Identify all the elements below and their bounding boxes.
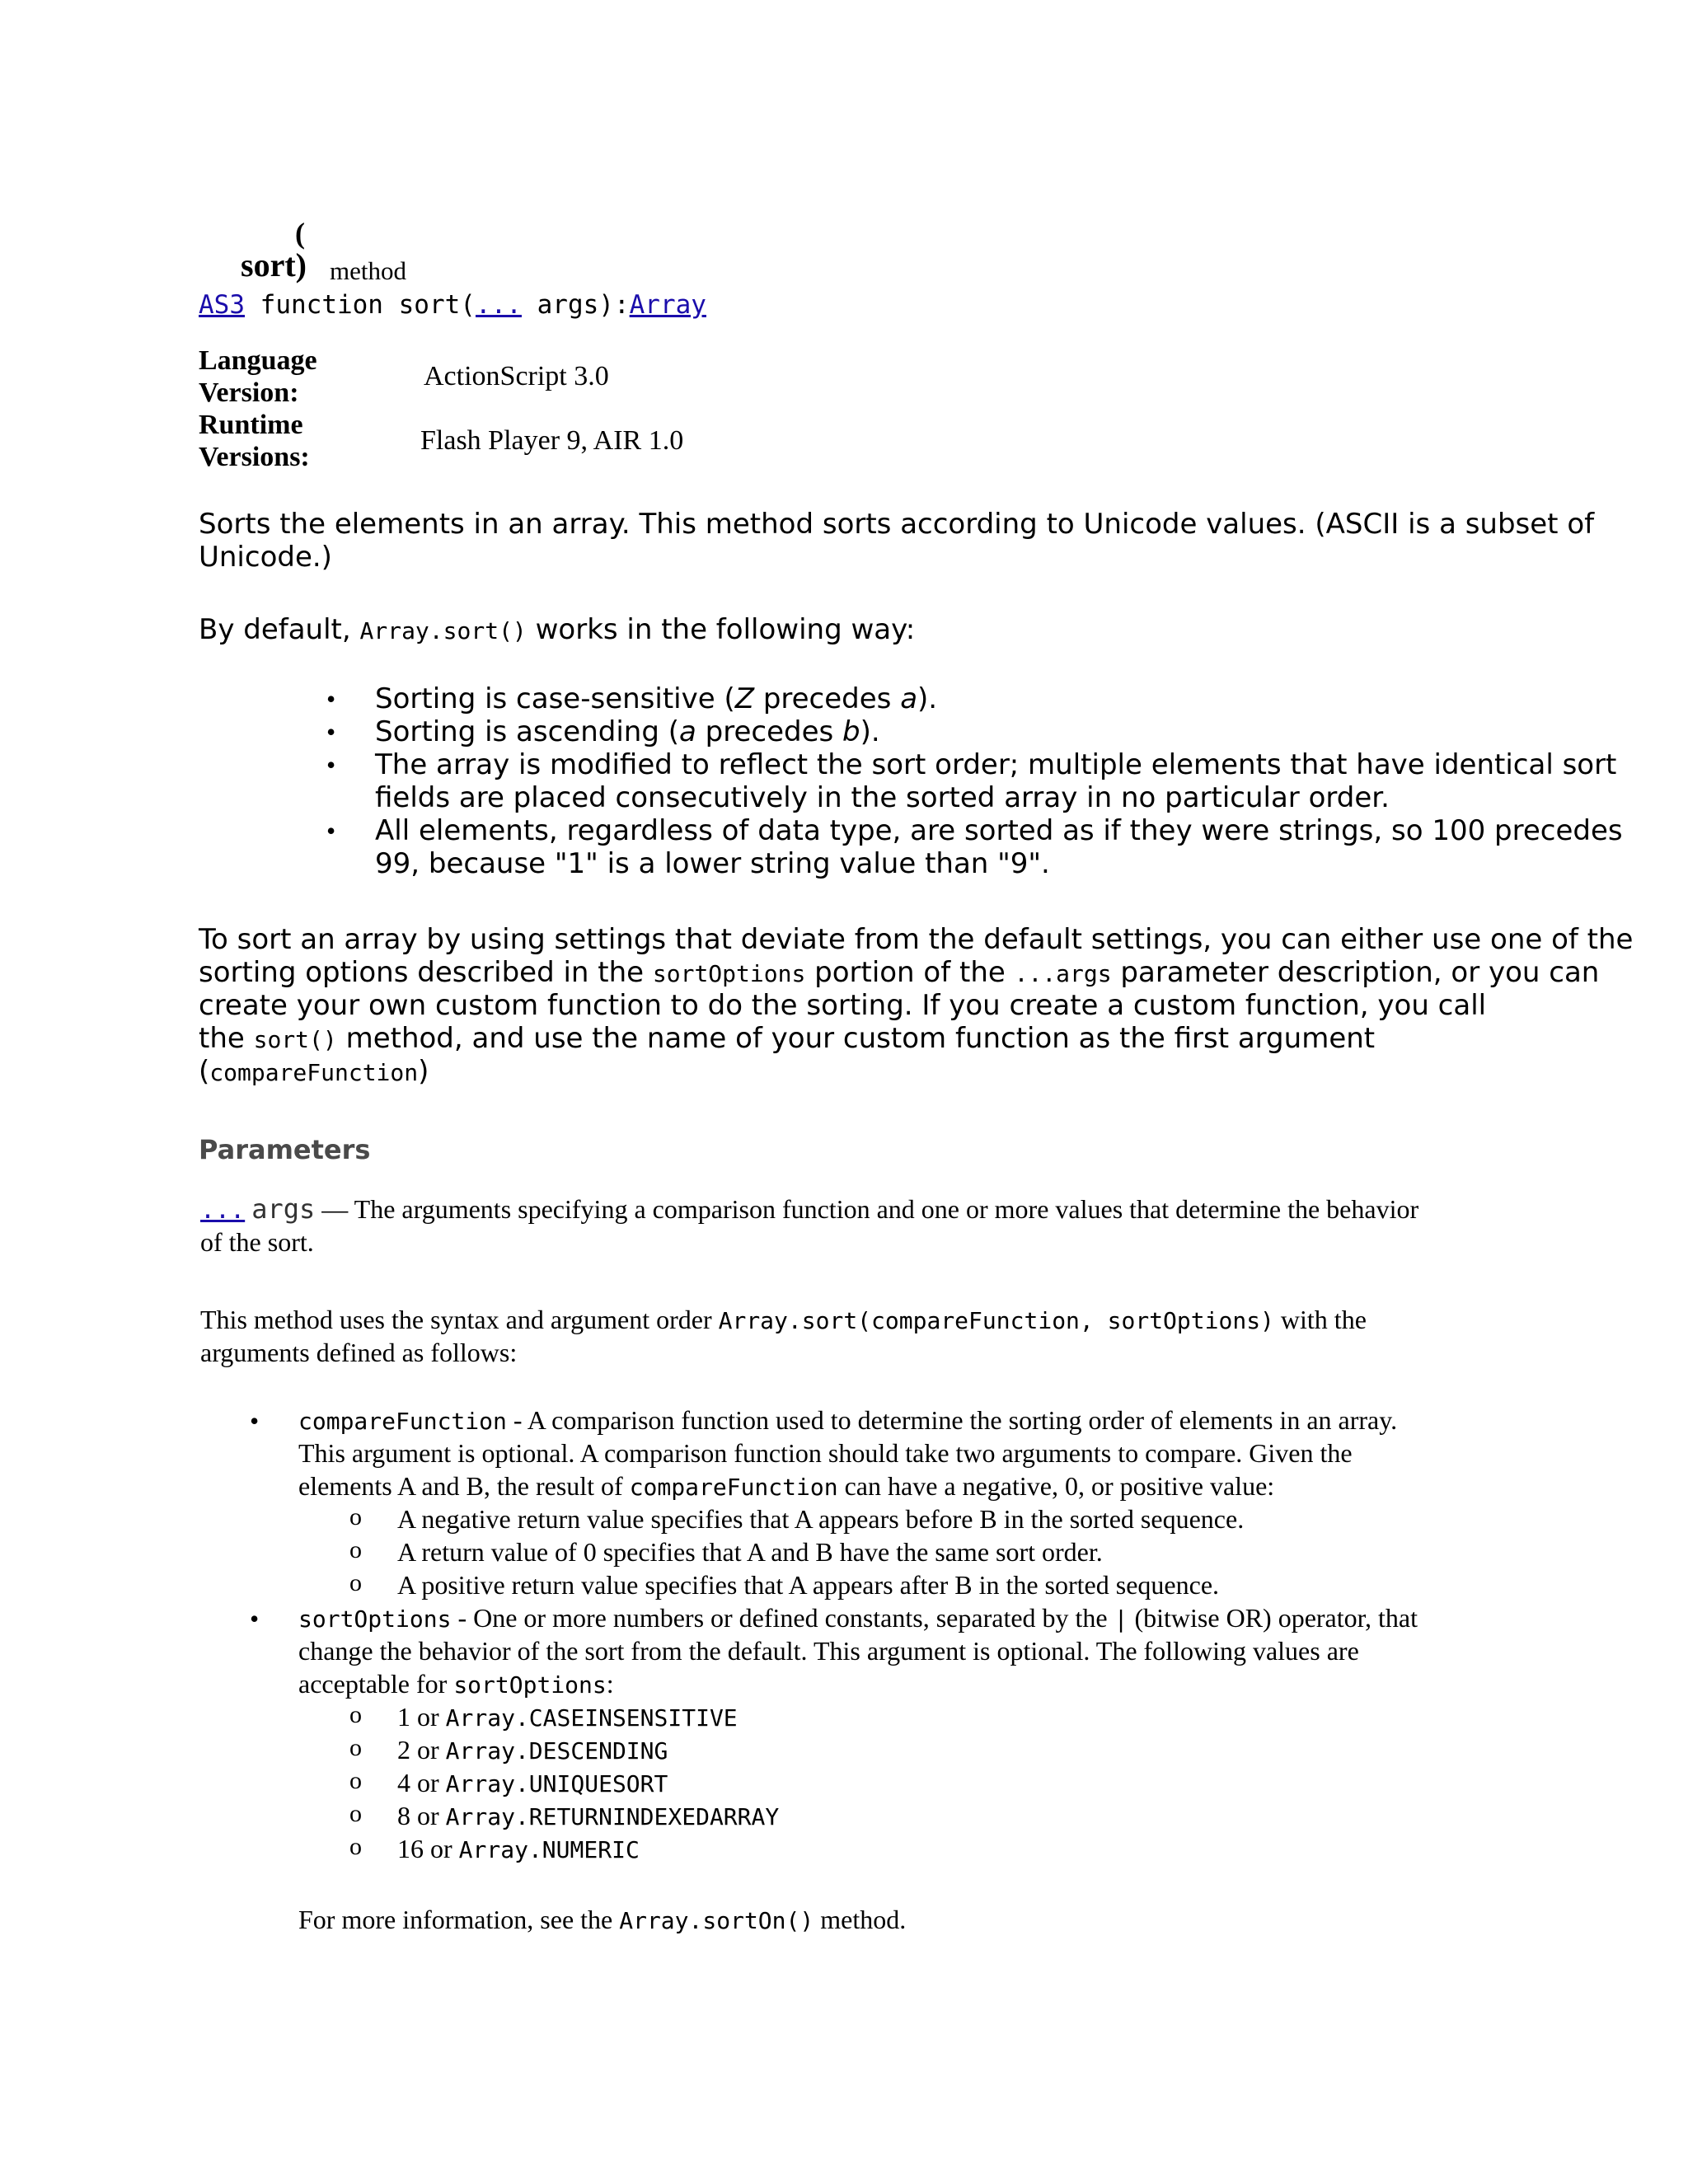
member-kind-label: method	[330, 256, 406, 285]
language-version-value: ActionScript 3.0	[424, 361, 609, 391]
return-type-link[interactable]: Array	[629, 290, 706, 320]
sort-options-line-2: change the behavior of the sort from the default. This argument is optional. The following values are	[298, 1636, 1359, 1666]
signature-args: args):	[521, 290, 630, 320]
args-param-line-2: of the sort.	[200, 1227, 314, 1257]
description-line-1: Sorts the elements in an array. This method sorts according to Unicode values. (ASCII is a subset of	[199, 508, 1595, 541]
description-line-2: Unicode.)	[199, 541, 332, 574]
method-title: sort)	[241, 246, 307, 284]
custom-sort-line-1: To sort an array by using settings that deviate from the default settings, you can either use one of the	[199, 923, 1634, 956]
custom-sort-line-2: sorting options described in the sortOptions portion of the ...args parameter description, or you can	[199, 956, 1600, 989]
sort-option-value: 2 or Array.DESCENDING	[397, 1735, 668, 1765]
signature-text: function sort(	[245, 290, 476, 320]
sub-bullet: o	[349, 1569, 362, 1596]
language-version-label: Language Version:	[199, 345, 317, 408]
list-item-continuation: fields are placed consecutively in the sorted array in no particular order.	[375, 781, 1390, 814]
parameters-heading: Parameters	[199, 1134, 371, 1165]
bullet: •	[250, 1406, 260, 1436]
bullet: •	[326, 816, 336, 846]
sort-options-line-3: acceptable for sortOptions:	[298, 1669, 614, 1699]
sub-list-item: A negative return value specifies that A appears before B in the sorted sequence.	[397, 1504, 1245, 1534]
param-name: args	[251, 1193, 316, 1225]
sub-list-item: A return value of 0 specifies that A and B have the same sort order.	[397, 1537, 1103, 1567]
list-item: All elements, regardless of data type, are sorted as if they were strings, so 100 precedes	[375, 814, 1623, 847]
runtime-versions-value: Flash Player 9, AIR 1.0	[420, 425, 684, 456]
rest-param-link[interactable]: ...	[200, 1196, 246, 1225]
sub-bullet: o	[349, 1734, 362, 1761]
compare-function-line-2: This argument is optional. A comparison function should take two arguments to compare. Given the	[298, 1438, 1353, 1468]
syntax-line-2: arguments defined as follows:	[200, 1338, 518, 1367]
default-behavior-intro: By default, Array.sort() works in the following way:	[199, 613, 916, 646]
syntax-line-1: This method uses the syntax and argument order Array.sort(compareFunction, sortOptions) with the	[200, 1305, 1367, 1334]
sub-bullet: o	[349, 1767, 362, 1794]
sub-bullet: o	[349, 1800, 362, 1827]
list-item: The array is modified to reflect the sort order; multiple elements that have identical sort	[375, 748, 1617, 781]
custom-sort-line-4: the sort() method, and use the name of your custom function as the first argument	[199, 1022, 1376, 1055]
title-paren: (	[295, 217, 305, 250]
custom-sort-line-3: create your own custom function to do the sorting. If you create a custom function, you call	[199, 989, 1487, 1022]
sub-bullet: o	[349, 1701, 362, 1728]
compare-function-line-3: elements A and B, the result of compareFunction can have a negative, 0, or positive value:	[298, 1471, 1275, 1501]
bullet: •	[326, 717, 336, 747]
sort-options-line-1: sortOptions - One or more numbers or defined constants, separated by the | (bitwise OR) operator, that	[298, 1603, 1418, 1633]
sort-option-value: 16 or Array.NUMERIC	[397, 1834, 640, 1863]
list-item: Sorting is ascending (a precedes b).	[375, 715, 880, 748]
sub-list-item: A positive return value specifies that A appears after B in the sorted sequence.	[397, 1570, 1220, 1600]
sub-bullet: o	[349, 1503, 362, 1530]
compare-function-line-1: compareFunction - A comparison function used to determine the sorting order of elements in an array.	[298, 1405, 1398, 1435]
sort-option-value: 8 or Array.RETURNINDEXEDARRAY	[397, 1801, 780, 1830]
custom-sort-line-5: (compareFunction)	[199, 1055, 429, 1088]
sort-option-value: 4 or Array.UNIQUESORT	[397, 1768, 668, 1797]
list-item: Sorting is case-sensitive (Z precedes a).	[375, 682, 938, 715]
more-info-line: For more information, see the Array.sortOn() method.	[298, 1905, 907, 1934]
method-signature	[199, 290, 706, 320]
sub-bullet: o	[349, 1833, 362, 1860]
runtime-versions-label: Runtime Versions:	[199, 410, 310, 472]
args-param-line-1: ... args — The arguments specifying a comparison function and one or more values that determine the behavior	[200, 1193, 1419, 1225]
rest-param-link[interactable]: ...	[475, 290, 522, 320]
bullet: •	[326, 684, 336, 714]
as3-namespace-link[interactable]: AS3	[199, 290, 245, 320]
list-item-continuation: 99, because "1" is a lower string value than "9".	[375, 847, 1050, 880]
bullet: •	[326, 750, 336, 780]
sort-option-value: 1 or Array.CASEINSENSITIVE	[397, 1702, 738, 1732]
sub-bullet: o	[349, 1536, 362, 1563]
array-sort-code: Array.sort()	[359, 617, 527, 644]
bullet: •	[250, 1604, 260, 1633]
